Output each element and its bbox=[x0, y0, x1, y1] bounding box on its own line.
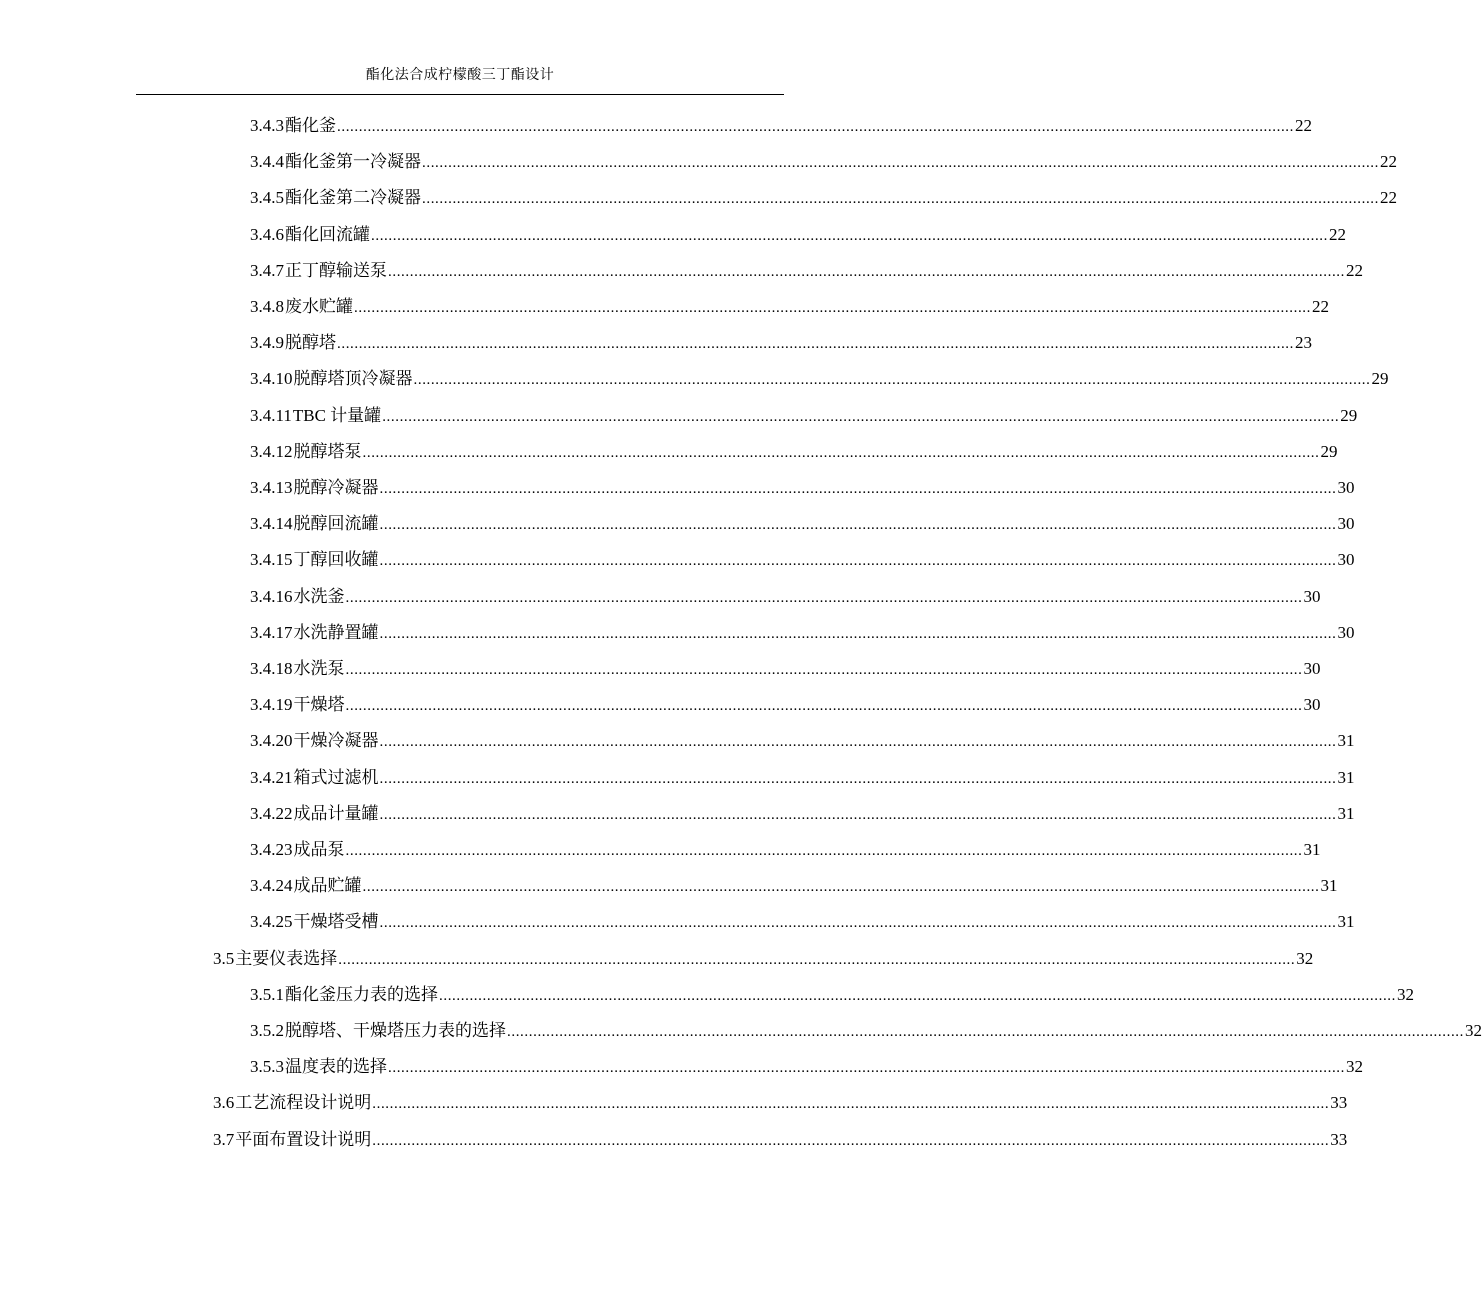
toc-entry-page: 31 bbox=[1337, 767, 1355, 787]
toc-entry-number: 3.5 bbox=[213, 948, 235, 968]
toc-entry-page: 30 bbox=[1303, 586, 1321, 606]
toc-entry[interactable] bbox=[213, 1127, 1348, 1153]
toc-entry-title: 酯化釜第一冷凝器 bbox=[285, 152, 421, 172]
toc-entry[interactable] bbox=[250, 511, 1355, 537]
toc-entry-number: 3.4.3 bbox=[250, 116, 284, 135]
toc-entry-page: 31 bbox=[1337, 731, 1355, 751]
toc-dot-leader: ............................................................................................................................................................................................................................ bbox=[507, 1024, 1464, 1040]
toc-dot-leader: ............................................................................................................................................................................................................................ bbox=[338, 951, 1296, 968]
toc-entry-title: 成品计量罐 bbox=[293, 803, 379, 823]
toc-dot-leader: ............................................................................................................................................................................................................................ bbox=[337, 336, 1294, 353]
toc-dot-leader: ............................................................................................................................................................................................................................ bbox=[422, 191, 1379, 208]
header-rule bbox=[136, 94, 784, 95]
toc-entry-number: 3.4.24 bbox=[250, 876, 293, 896]
toc-entry-title: TBC 计量罐 bbox=[292, 405, 382, 425]
toc-entry[interactable] bbox=[250, 692, 1321, 718]
toc-entry-title: 干燥冷凝器 bbox=[293, 731, 379, 751]
toc-entry-number: 3.5.3 bbox=[250, 1057, 284, 1077]
toc-entry-title: 脱醇塔泵 bbox=[293, 441, 362, 461]
toc-entry-number: 3.4.8 bbox=[250, 297, 284, 316]
toc-entry-page: 31 bbox=[1320, 876, 1338, 896]
toc-entry-title: 脱醇冷凝器 bbox=[293, 478, 379, 497]
toc-entry[interactable] bbox=[213, 946, 1314, 972]
toc-dot-leader: ............................................................................................................................................................................................................................ bbox=[371, 227, 1328, 244]
toc-dot-leader: ............................................................................................................................................................................................................................ bbox=[379, 625, 1337, 642]
toc-dot-leader: ............................................................................................................................................................................................................................ bbox=[422, 155, 1379, 172]
toc-entry-page: 32 bbox=[1465, 1021, 1482, 1040]
toc-entry-page: 33 bbox=[1330, 1093, 1348, 1113]
toc-entry-number: 3.4.9 bbox=[250, 333, 284, 353]
toc-entry[interactable] bbox=[250, 656, 1321, 682]
toc-dot-leader: ............................................................................................................................................................................................................................ bbox=[379, 915, 1337, 932]
toc-dot-leader: ............................................................................................................................................................................................................................ bbox=[337, 119, 1294, 135]
toc-entry-page: 29 bbox=[1371, 369, 1389, 389]
toc-dot-leader: ............................................................................................................................................................................................................................ bbox=[345, 589, 1303, 606]
toc-entry-number: 3.4.12 bbox=[250, 441, 293, 461]
toc-entry[interactable] bbox=[250, 547, 1355, 573]
toc-dot-leader: ............................................................................................................................................................................................................................ bbox=[388, 263, 1345, 280]
toc-entry[interactable] bbox=[250, 258, 1363, 284]
toc-entry-page: 30 bbox=[1337, 514, 1355, 534]
toc-entry[interactable] bbox=[250, 1054, 1363, 1080]
toc-entry-page: 22 bbox=[1380, 152, 1397, 172]
toc-entry-title: 脱醇塔顶冷凝器 bbox=[293, 369, 413, 389]
toc-entry-title: 成品泵 bbox=[293, 840, 345, 859]
toc-dot-leader: ............................................................................................................................................................................................................................ bbox=[379, 517, 1337, 534]
toc-entry-page: 30 bbox=[1337, 622, 1355, 642]
toc-entry-page: 31 bbox=[1337, 912, 1355, 932]
toc-entry-number: 3.5.1 bbox=[250, 984, 284, 1004]
toc-entry-title: 成品贮罐 bbox=[293, 876, 362, 896]
toc-entry-number: 3.6 bbox=[213, 1093, 235, 1113]
toc-dot-leader: ............................................................................................................................................................................................................................ bbox=[362, 879, 1320, 896]
toc-entry-title: 水洗泵 bbox=[293, 659, 345, 678]
toc-entry[interactable] bbox=[250, 185, 1397, 211]
toc-dot-leader: ............................................................................................................................................................................................................................ bbox=[372, 1132, 1330, 1149]
toc-entry-title: 水洗静置罐 bbox=[293, 622, 379, 642]
toc-entry-page: 22 bbox=[1346, 260, 1363, 280]
toc-entry-title: 干燥塔 bbox=[293, 695, 345, 715]
toc-entry-title: 脱醇塔 bbox=[285, 333, 336, 353]
toc-entry-number: 3.4.7 bbox=[250, 260, 284, 280]
toc-entry-title: 箱式过滤机 bbox=[293, 767, 379, 787]
toc-dot-leader: ............................................................................................................................................................................................................................ bbox=[354, 300, 1311, 316]
toc-entry[interactable] bbox=[250, 439, 1338, 465]
toc-entry-page: 32 bbox=[1296, 948, 1314, 968]
toc-entry-number: 3.4.22 bbox=[250, 803, 293, 823]
toc-dot-leader: ............................................................................................................................................................................................................................ bbox=[379, 770, 1337, 787]
toc-entry-number: 3.4.6 bbox=[250, 224, 284, 244]
toc-entry-title: 平面布置设计说明 bbox=[235, 1129, 372, 1149]
toc-entry-page: 29 bbox=[1340, 405, 1358, 425]
toc-entry-number: 3.4.23 bbox=[250, 840, 293, 859]
toc-entry-number: 3.4.14 bbox=[250, 514, 293, 534]
toc-entry[interactable] bbox=[250, 728, 1355, 754]
toc-entry[interactable] bbox=[250, 113, 1312, 139]
page-header-title: 酯化法合成柠檬酸三丁酯设计 bbox=[365, 68, 555, 83]
toc-entry[interactable] bbox=[213, 1090, 1348, 1116]
toc-entry-page: 31 bbox=[1303, 840, 1321, 859]
toc-dot-leader: ............................................................................................................................................................................................................................ bbox=[379, 806, 1337, 823]
toc-entry-number: 3.4.17 bbox=[250, 622, 293, 642]
toc-entry-title: 干燥塔受槽 bbox=[293, 912, 379, 932]
toc-entry-number: 3.4.15 bbox=[250, 550, 293, 570]
toc-entry-title: 脱醇回流罐 bbox=[293, 514, 379, 534]
toc-entry[interactable] bbox=[250, 873, 1338, 899]
toc-entry-title: 废水贮罐 bbox=[285, 297, 353, 316]
toc-dot-leader: ............................................................................................................................................................................................................................ bbox=[372, 1096, 1330, 1113]
toc-dot-leader: ............................................................................................................................................................................................................................ bbox=[413, 372, 1371, 389]
toc-entry-number: 3.4.19 bbox=[250, 695, 293, 715]
toc-entry-number: 3.7 bbox=[213, 1129, 235, 1149]
toc-entry[interactable] bbox=[250, 475, 1355, 501]
toc-entry[interactable] bbox=[250, 366, 1389, 392]
toc-entry-page: 33 bbox=[1330, 1129, 1348, 1149]
toc-entry-page: 22 bbox=[1295, 116, 1312, 135]
toc-dot-leader: ............................................................................................................................................................................................................................ bbox=[379, 481, 1337, 497]
toc-entry-number: 3.4.5 bbox=[250, 188, 284, 208]
toc-entry-number: 3.4.13 bbox=[250, 478, 293, 497]
toc-dot-leader: ............................................................................................................................................................................................................................ bbox=[388, 1060, 1345, 1077]
toc-dot-leader: ............................................................................................................................................................................................................................ bbox=[362, 444, 1320, 461]
toc-entry-number: 3.4.4 bbox=[250, 152, 284, 172]
toc-entry-page: 30 bbox=[1303, 695, 1321, 715]
toc-entry-page: 22 bbox=[1312, 297, 1329, 316]
toc-entry[interactable] bbox=[250, 330, 1312, 356]
toc-entry-page: 30 bbox=[1337, 550, 1355, 570]
toc-entry-page: 30 bbox=[1337, 478, 1355, 497]
toc-entry[interactable] bbox=[250, 982, 1414, 1008]
toc-entry-page: 31 bbox=[1337, 803, 1355, 823]
toc-entry-page: 22 bbox=[1380, 188, 1397, 208]
toc-entry[interactable] bbox=[250, 222, 1346, 248]
toc-entry-page: 22 bbox=[1329, 224, 1346, 244]
toc-entry-title: 酯化釜压力表的选择 bbox=[285, 984, 438, 1004]
toc-entry-title: 温度表的选择 bbox=[285, 1057, 387, 1077]
toc-dot-leader: ............................................................................................................................................................................................................................ bbox=[379, 553, 1337, 570]
toc-entry-title: 酯化釜第二冷凝器 bbox=[285, 188, 421, 208]
toc-entry[interactable] bbox=[250, 801, 1355, 827]
toc-entry[interactable] bbox=[250, 294, 1329, 320]
toc-dot-leader: ............................................................................................................................................................................................................................ bbox=[439, 987, 1396, 1004]
toc-entry-title: 水洗釜 bbox=[293, 586, 345, 606]
toc-entry-title: 脱醇塔、干燥塔压力表的选择 bbox=[285, 1021, 506, 1040]
toc-entry-number: 3.4.21 bbox=[250, 767, 293, 787]
toc-entry-number: 3.4.11 bbox=[250, 405, 292, 425]
toc-dot-leader: ............................................................................................................................................................................................................................ bbox=[345, 843, 1303, 859]
toc-entry-title: 丁醇回收罐 bbox=[293, 550, 379, 570]
toc-entry-title: 酯化釜 bbox=[285, 116, 336, 135]
toc-entry[interactable] bbox=[250, 909, 1355, 935]
toc-entry-number: 3.4.18 bbox=[250, 659, 293, 678]
toc-dot-leader: ............................................................................................................................................................................................................................ bbox=[379, 734, 1337, 751]
toc-dot-leader: ............................................................................................................................................................................................................................ bbox=[382, 408, 1340, 425]
toc-entry-title: 工艺流程设计说明 bbox=[235, 1093, 372, 1113]
toc-entry-number: 3.4.20 bbox=[250, 731, 293, 751]
toc-entry[interactable] bbox=[250, 149, 1397, 175]
toc-entry[interactable] bbox=[250, 1018, 1482, 1044]
toc-entry-title: 正丁醇输送泵 bbox=[285, 260, 387, 280]
toc-dot-leader: ............................................................................................................................................................................................................................ bbox=[345, 698, 1303, 715]
toc-entry-page: 32 bbox=[1397, 984, 1414, 1004]
toc-entry-number: 3.4.25 bbox=[250, 912, 293, 932]
toc-entry-page: 32 bbox=[1346, 1057, 1363, 1077]
toc-entry[interactable] bbox=[250, 620, 1355, 646]
toc-entry-page: 29 bbox=[1320, 441, 1338, 461]
toc-dot-leader: ............................................................................................................................................................................................................................ bbox=[345, 662, 1303, 678]
toc-entry[interactable] bbox=[250, 765, 1355, 791]
toc-entry-number: 3.4.10 bbox=[250, 369, 293, 389]
toc-entry-number: 3.4.16 bbox=[250, 586, 293, 606]
toc-entry-page: 30 bbox=[1303, 659, 1321, 678]
toc-entry-number: 3.5.2 bbox=[250, 1021, 284, 1040]
toc-entry[interactable] bbox=[250, 584, 1321, 610]
toc-entry-page: 23 bbox=[1295, 333, 1312, 353]
toc-entry-title: 主要仪表选择 bbox=[235, 948, 338, 968]
toc-entry-title: 酯化回流罐 bbox=[285, 224, 370, 244]
toc-entry[interactable] bbox=[250, 837, 1321, 863]
toc-entry[interactable] bbox=[250, 403, 1358, 429]
